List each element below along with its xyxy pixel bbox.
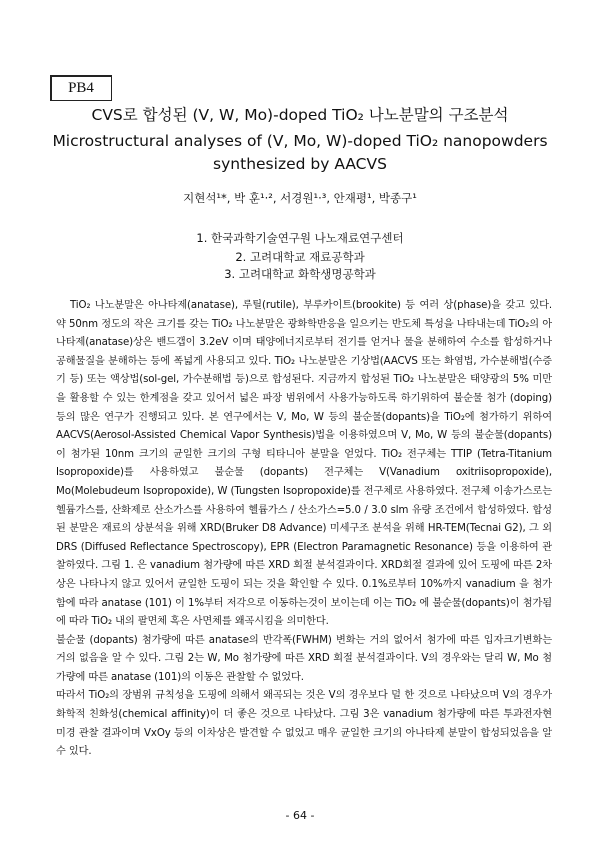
abstract-code: PB4	[50, 75, 112, 101]
paragraph-1: TiO₂ 나노분말은 아나타제(anatase), 루틸(rutile), 부루카이트(brookite) 등 여러 상(phase)을 갖고 있다. 약 50nm 정도의 작은 크기를 갖는 TiO₂ 나노분말은 광화학반응을 일으키는 반도체 특성을 나타내는데 TiO₂의 아나타제(anatase)상은 밴드갭이 3.2eV 이며 태양에너지로부터 전기를 얻거나 물을 분해하여 수소를 합성하거나 공해물질을 분해하는 등에 폭넓게 사용되고 있다. TiO₂ 나노분말은 기상법(AACVS 또는 화염법, 가수분해법(수증기 등) 또는 액상법(sol-gel, 가수분해법 등)으로 합성된다. 지금까지 합성된 TiO₂ 나노분말은 태양광의 5% 미만을 활용할 수 있는 한계점을 갖고 있어서 넓은 파장 범위에서 사용가능하도록 하기위하여 불순물 첨가 (doping) 등의 많은 연구가 진행되고 있다. 본 연구에서는 V, Mo, W 등의 불순물(dopants)을 TiO₂에 첨가하기 위하여 AACVS(Aerosol-Assisted Chemical Vapor Synthesis)법을 이용하였으며 V, Mo, W 등의 불순물(dopants)이 첨가된 10nm 크기의 균일한 크기의 구형 티타니아 분말을 얻었다. TiO₂ 전구체는 TTIP (Tetra-Titanium Isopropoxide)를 사용하였고 불순물 (dopants) 전구체는 V(Vanadium oxitriisopropoxide), Mo(Molebudeum Isopropoxide), W (Tungsten Isopropoxide)를 전구체로 사용하였다. 전구체 이송가스로는 헬륨가스를, 산화제로 산소가스를 사용하여 헬륨가스 / 산소가스=5.0 / 3.0 slm 유량 조건에서 합성하였다. 합성된 분말은 재료의 상분석을 위해 XRD(Bruker D8 Advance) 미세구조 분석을 위해 HR-TEM(Tecnai G2), 그 외 DRS (Diffused Reflectance Spectroscopy), EPR (Electron Paramagnetic Resonance) 등을 이용하여 관찰하였다. 그림 1. 은 vanadium 첨가량에 따른 XRD 회절 분석결과이다. XRD회절 결과에 있어 도핑에 따른 2차상은 나타나지 않고 있어서 균일한 도핑이 되는 것을 확인할 수 있다. 0.1%로부터 10%까지 vanadium 을 첨가함에 따라 anatase (101) 이 1%부터 저각으로 이동하는것이 보이는데 이는 TiO₂ 에 불순물(dopants)이 첨가됨에 따라 TiO₂ 내의 팔면체 혹은 사면체를 왜곡시킴을 의미한다.	[56, 300, 552, 628]
page-number: - 64 -	[285, 809, 315, 822]
affiliation-3: 3. 고려대학교 화학생명공학과	[224, 267, 376, 281]
title-korean: CVS로 합성된 (V, W, Mo)-doped TiO₂ 나노분말의 구조분석	[91, 106, 509, 124]
title-english-line1: Microstructural analyses of (V, Mo, W)-doped TiO₂ nanopowders	[52, 132, 548, 150]
authors: 지현석¹*, 박 훈¹·², 서경원¹·³, 안재평¹, 박종구¹	[183, 191, 417, 205]
abstract-body	[56, 297, 552, 762]
affiliation-1: 1. 한국과학기술연구원 나노재료연구센터	[196, 231, 404, 245]
paragraph-2: 불순물 (dopants) 첨가량에 따른 anatase의 반각폭(FWHM) 변화는 거의 없어서 첨가에 따른 입자크기변화는 거의 없음을 알 수 있다. 그림 2는 W, Mo 첨가량에 따른 XRD 회절 분석결과이다. V의 경우와는 달리 W, Mo 첨가량에 따른 anatase (101)의 이동은 관찰할 수 없었다.	[56, 634, 552, 683]
title-english-line2: synthesized by AACVS	[213, 155, 387, 173]
paragraph-3: 따라서 TiO₂의 장범위 규칙성을 도핑에 의해서 왜곡되는 것은 V의 경우보다 덜 한 것으로 나타났으며 V의 경우가 화학적 친화성(chemical affinity)이 더 좋은 것으로 나타났다. 그림 3은 vanadium 첨가량에 따른 투과전자현미경 관찰 결과이며 VxOy 등의 이차상은 발견할 수 없었고 매우 균일한 크기의 아나타제 분말이 합성되었음을 알 수 있다.	[56, 690, 552, 758]
affiliation-2: 2. 고려대학교 재료공학과	[235, 250, 365, 264]
